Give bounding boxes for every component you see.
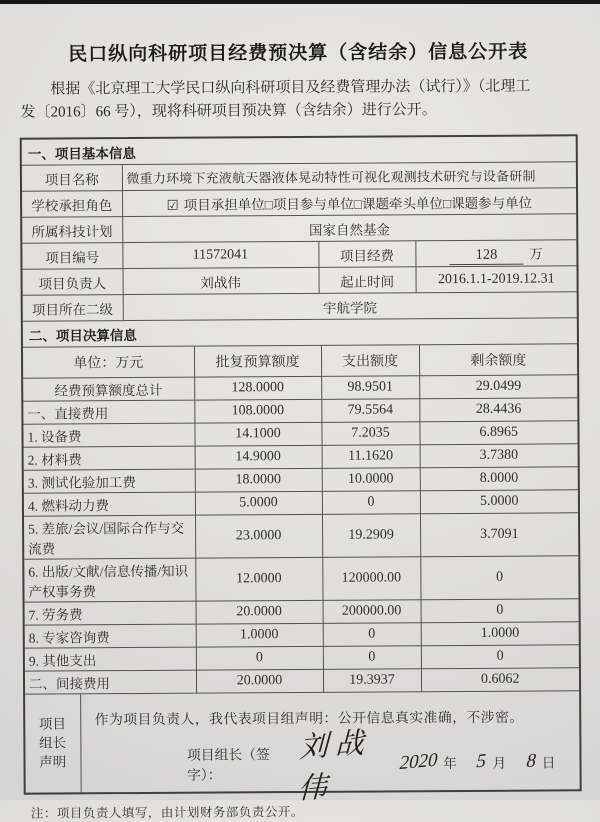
date-year-suffix: 年 [443, 756, 457, 772]
date-month-suffix: 月 [492, 755, 507, 771]
role-option [354, 196, 443, 212]
budget-spent: 0 [323, 623, 421, 647]
table-row [25, 691, 580, 792]
budget-approved: 20.0000 [196, 600, 323, 624]
budget-header-row [23, 344, 577, 378]
budget-spent: 200000.00 [323, 600, 421, 624]
form-table [20, 134, 582, 806]
table-row [22, 214, 576, 243]
role-option [167, 197, 265, 213]
intro-paragraph [20, 75, 576, 124]
role-option-label: 项目承担单位 [183, 196, 265, 213]
budget-item-name: 4. 燃料动力费 [24, 492, 195, 516]
budget-remaining: 0 [420, 556, 578, 600]
checkbox-unchecked-icon: □ [353, 196, 363, 212]
budget-item-name: 3. 测试化验加工费 [24, 469, 195, 493]
budget-approved: 128.0000 [194, 376, 321, 400]
budget-approved: 108.0000 [194, 399, 321, 423]
budget-remaining: 29.0499 [419, 375, 577, 399]
pi-label: 项目负责人 [22, 269, 122, 296]
budget-row [23, 398, 577, 424]
signature-label: 项目组长（签字）： [186, 747, 270, 783]
declaration-table [25, 691, 580, 806]
table-row [22, 188, 576, 217]
budget-item-name: 9. 其他支出 [25, 647, 196, 671]
budget-approved: 1.0000 [196, 623, 323, 647]
budget-row [25, 622, 579, 648]
budget-row [24, 444, 578, 470]
date-month-handwritten: 5 [476, 750, 487, 773]
date-day-handwritten: 8 [525, 750, 537, 773]
budget-remaining: 5.0000 [420, 490, 578, 514]
budget-row [23, 375, 577, 401]
budget-row [24, 467, 578, 493]
budget-remaining: 3.7091 [420, 513, 578, 557]
budget-item-name: 7. 劳务费 [25, 601, 196, 625]
budget-remaining: 6.8965 [419, 421, 577, 445]
signature-date [397, 750, 556, 773]
budget-spent: 11.1620 [322, 445, 420, 469]
budget-item-name: 8. 专家咨询费 [25, 624, 196, 648]
budget-item-name: 经费预算额度总计 [23, 377, 194, 401]
date-year-handwritten: 2020 [398, 749, 438, 775]
table-row [23, 292, 577, 321]
project-no-label: 项目编号 [22, 243, 122, 270]
budget-row [25, 645, 579, 671]
funds-value: 128 [449, 246, 523, 264]
budget-approved: 14.1000 [194, 422, 321, 446]
table-row [22, 162, 576, 191]
budget-approved: 14.9000 [195, 445, 322, 469]
budget-row [24, 490, 578, 516]
basic-info-table [22, 162, 577, 321]
budget-row [23, 421, 577, 447]
funds-unit: 万 [529, 246, 543, 262]
column-header-spent: 支出额度 [321, 345, 419, 376]
period-value: 2016.1.1-2019.12.31 [415, 266, 576, 293]
budget-remaining: 3.7380 [420, 444, 578, 468]
budget-spent: 79.5564 [321, 399, 419, 423]
budget-approved: 23.0000 [195, 514, 322, 558]
declaration-body [80, 691, 580, 806]
budget-table [23, 344, 579, 694]
role-option-label: 项目参与单位 [272, 196, 354, 212]
period-label: 起止时间 [318, 267, 415, 294]
budget-remaining: 0 [421, 645, 579, 669]
paper-sheet [0, 4, 600, 821]
funds-cell [415, 240, 576, 267]
school-role-options [122, 188, 576, 217]
budget-spent: 120000.00 [322, 557, 420, 601]
budget-item-name: 5. 差旅/会议/国际合作与交流费 [24, 515, 195, 559]
budget-spent: 0 [323, 646, 421, 670]
budget-remaining: 0.6062 [421, 668, 579, 692]
budget-approved: 18.0000 [195, 468, 322, 492]
column-header-remaining: 剩余额度 [419, 344, 577, 375]
role-option-label: 课题牵头单位 [361, 195, 444, 212]
budget-spent: 19.3937 [323, 669, 421, 693]
table-row [22, 266, 576, 295]
intro-line-1: 根据《北京理工大学民口纵向科研项目及经费管理办法（试行）》（北理工 [50, 78, 531, 98]
date-day-suffix: 日 [541, 755, 556, 771]
unit-label: 项目所在二级 [23, 295, 123, 322]
budget-row [25, 668, 579, 694]
budget-approved: 5.0000 [195, 491, 322, 515]
pi-value: 刘战伟 [122, 267, 318, 294]
role-option-label: 课题参与单位 [451, 195, 533, 211]
declaration-label: 项目 组长 声明 [25, 694, 81, 792]
budget-item-name: 1. 设备费 [23, 423, 194, 447]
budget-spent: 19.2909 [322, 514, 420, 558]
column-header-unit: 单位：万元 [23, 347, 194, 379]
budget-item-name: 6. 出版/文献/信息传播/知识产权事务费 [24, 558, 195, 602]
signature-line [95, 726, 570, 806]
budget-spent: 0 [322, 491, 420, 515]
budget-spent: 7.2035 [321, 422, 419, 446]
budget-spent: 98.9501 [321, 376, 419, 400]
project-no-value: 11572041 [122, 241, 318, 268]
unit-value: 宇航学院 [123, 292, 577, 321]
budget-item-name: 2. 材料费 [24, 446, 195, 470]
intro-line-2: 发〔2016〕66 号），现将科研项目预决算（含结余）进行公开。 [20, 102, 437, 121]
funds-label: 项目经费 [318, 241, 415, 268]
section-title-budget: 二、项目决算信息 [23, 318, 577, 347]
budget-item-name: 二、间接费用 [25, 670, 196, 694]
role-option [443, 195, 532, 211]
project-name-value: 微重力环境下充液航天器液体晃动特性可视化观测技术研究与设备研制 [122, 162, 576, 190]
checkbox-unchecked-icon: □ [264, 196, 273, 212]
school-role-label: 学校承担角色 [22, 191, 122, 218]
footnote: 注：项目负责人填写，由计划财务部负责公开。 [30, 804, 304, 821]
declaration-statement: 作为项目负责人，我代表项目组声明：公开信息真实准确，不涉密。 [94, 709, 524, 728]
budget-remaining: 1.0000 [421, 622, 579, 646]
program-label: 所属科技计划 [22, 217, 122, 244]
checkbox-checked-icon: ☑ [166, 197, 179, 213]
budget-row [24, 556, 578, 602]
project-name-label: 项目名称 [22, 165, 122, 191]
budget-approved: 0 [196, 646, 323, 670]
page-title: 民口纵向科研项目经费预决算（含结余）信息公开表 [68, 41, 529, 66]
column-header-approved: 批复预算额度 [194, 346, 321, 377]
budget-item-name: 一、直接费用 [23, 400, 194, 424]
budget-row [25, 599, 579, 625]
checkbox-unchecked-icon: □ [442, 195, 452, 211]
budget-remaining: 0 [421, 599, 579, 623]
budget-approved: 20.0000 [196, 669, 323, 693]
budget-spent: 10.0000 [322, 468, 420, 492]
role-option [265, 196, 354, 212]
program-value: 国家自然基金 [122, 214, 576, 243]
budget-approved: 12.0000 [195, 557, 322, 601]
budget-remaining: 8.0000 [420, 467, 578, 491]
budget-row [24, 513, 578, 559]
signature-handwritten: 刘战伟 [297, 726, 372, 806]
budget-remaining: 28.4436 [419, 398, 577, 422]
table-row [22, 240, 576, 269]
section-title-basic-info: 一、项目基本信息 [22, 136, 576, 165]
